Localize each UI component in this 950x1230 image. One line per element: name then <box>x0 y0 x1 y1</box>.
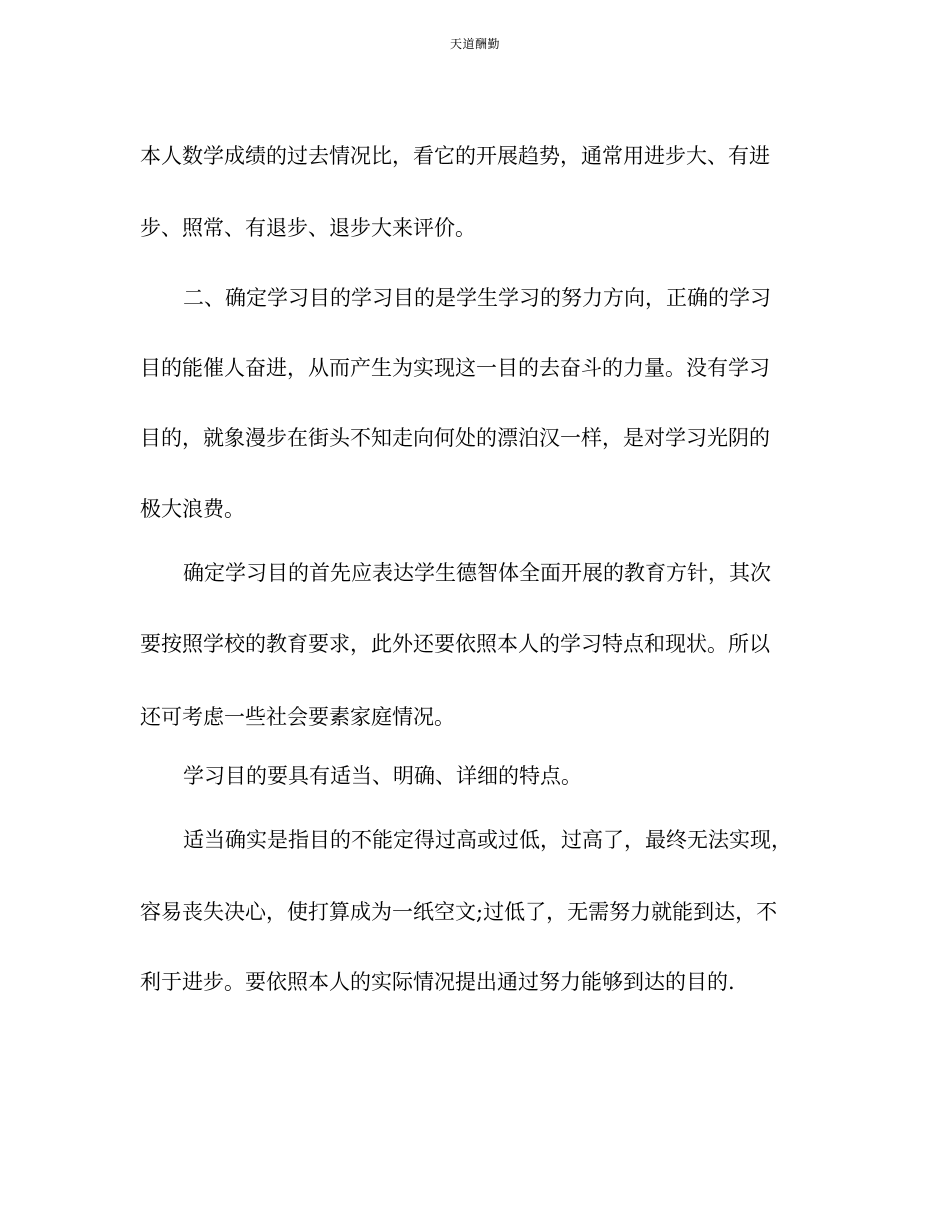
body-line: 适当确实是指目的不能定得过高或过低，过高了，最终无法实现， <box>183 828 792 852</box>
page-header: 天道酬勤 <box>449 37 500 51</box>
body-line: 确定学习目的首先应表达学生德智体全面开展的教育方针，其次 <box>183 561 771 585</box>
body-line: 利于进步。要依照本人的实际情况提出通过努力能够到达的目的. <box>140 970 735 994</box>
body-line: 本人数学成绩的过去情况比，看它的开展趋势，通常用进步大、有进 <box>140 144 770 168</box>
body-line: 目的，就象漫步在街头不知走向何处的漂泊汉一样，是对学习光阴的 <box>140 426 770 450</box>
body-line: 目的能催人奋进，从而产生为实现这一目的去奋斗的力量。没有学习 <box>140 356 770 380</box>
body-line: 步、照常、有退步、退步大来评价。 <box>140 216 476 240</box>
body-line: 还可考虑一些社会要素家庭情况。 <box>140 705 455 729</box>
body-line: 要按照学校的教育要求，此外还要依照本人的学习特点和现状。所以 <box>140 632 770 656</box>
body-line: 容易丧失决心，使打算成为一纸空文;过低了，无需努力就能到达，不 <box>140 900 778 924</box>
body-line: 学习目的要具有适当、明确、详细的特点。 <box>183 764 582 788</box>
body-line: 极大浪费。 <box>140 497 245 521</box>
body-line: 二、确定学习目的学习目的是学生学习的努力方向，正确的学习 <box>183 286 771 310</box>
